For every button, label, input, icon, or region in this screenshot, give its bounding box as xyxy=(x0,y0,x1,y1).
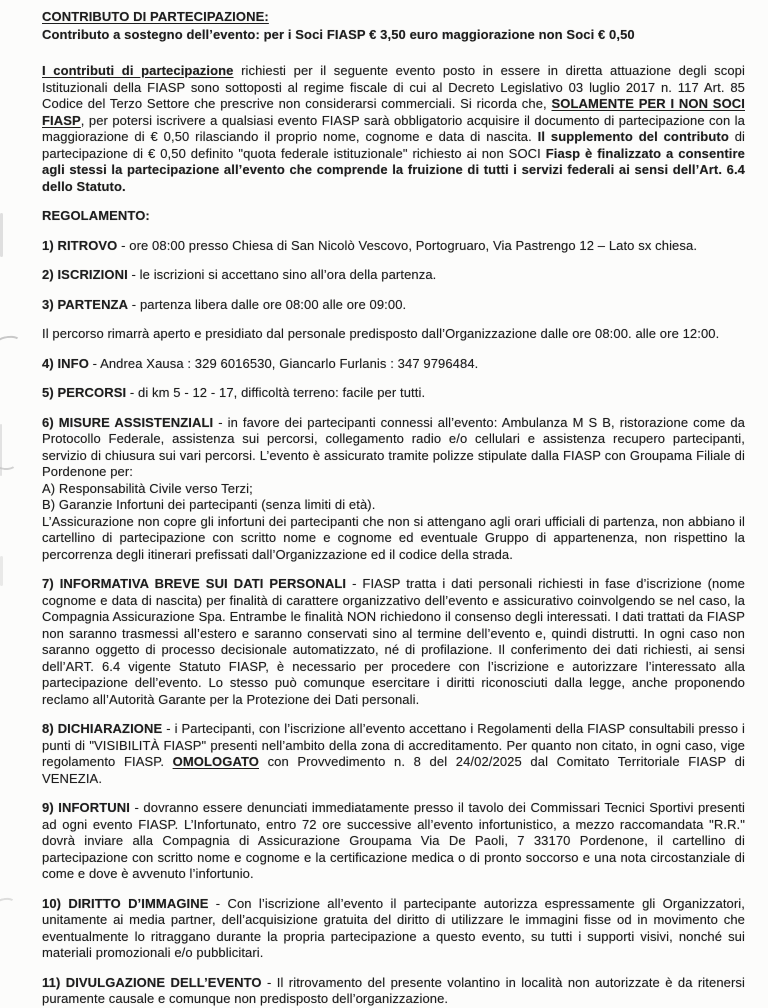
text-run: Contributo a sostegno dell’evento: per i Soci FIASP € 3,50 euro maggiorazione non Soci € 0,50 xyxy=(42,26,635,42)
rule-3-partenza xyxy=(42,297,745,314)
text-run: REGOLAMENTO: xyxy=(42,208,150,223)
text-run: - dovranno essere denunciati immediatamente presso il tavolo dei Commissari Tecnici Sportivi presenti ad ogni evento FIASP. L’Infortunato, entro 72 ore successive all’evento infortunistico, a mezzo raccomandata "R.R." dovrà inviare alla Compagnia di Assicurazione Groupama Via De Paoli, 7 33170 Pordenone, il cartellino di partecipazione con scritto nome e cognome e la certificazione medica o di pronto soccorso e una nota circostanziale di come e dove è avvenuto l’infortunio. xyxy=(42,800,745,881)
text-run: OMOLOGATO xyxy=(172,754,259,769)
text-run: di partecipazione di € 0,50 definito "quota federale istituzionale" richiesto ai non SOCI xyxy=(42,129,746,161)
scan-artifact xyxy=(0,451,19,472)
text-run: 3) PARTENZA xyxy=(42,296,129,312)
scan-artifact xyxy=(0,213,3,257)
text-run: 4) INFO xyxy=(42,355,89,371)
text-run: 8) DICHIARAZIONE xyxy=(42,721,163,736)
rule-11-divulgazione-evento xyxy=(42,975,745,1008)
text-run: Fiasp è finalizzato a consentire agli stessi la partecipazione all’evento che comprende la fruizione di tutti i servizi federali ai sensi dell’Art. 6.4 dello Statuto. xyxy=(42,145,746,194)
scan-artifact xyxy=(0,334,23,354)
heading-contributo xyxy=(42,9,745,26)
rule-2-iscrizioni xyxy=(42,267,745,284)
text-run: 10) DIRITTO D’IMMAGINE xyxy=(42,895,209,911)
rule-1-ritrovo xyxy=(42,238,745,255)
text-run: - in favore dei partecipanti connessi all’evento: Ambulanza M S B, ristorazione come da Protocollo Federale, assistenza sui percorsi, collegamento radio e/o cellulari e assistenza recupero partecipanti, servizio di chiusura sui vari percorsi. L’evento è assicurato tramite polizze stipulate dalla FIASP con Groupama Filiale di Pordenone per: A) Responsabilità Civile verso Terzi; B) Garanzie Infortuni dei partecipanti (senza limiti di età). L’Assicurazione non copre gli infortuni dei partecipanti che non si attengano agli orari ufficiali di partenza, non abbiano il cartellino di partecipazione con scritto nome e cognome ed eventuale Gruppo di appartenenza, non rispettino la percorrenza degli itinerari prefissati dall’Organizzazione ed il codice della strada. xyxy=(42,414,745,562)
text-run: - Andrea Xausa : 329 6016530, Giancarlo Furlanis : 347 9796484. xyxy=(88,355,479,371)
text-run: , per potersi iscrivere a qualsiasi evento FIASP sarà obbligatorio acquisire il documento di partecipazione con la maggiorazione di € 0,50 rilasciando il proprio nome, cognome e data di nascita. xyxy=(42,112,745,144)
text-run: - partenza libera dalle ore 08:00 alle ore 09:00. xyxy=(128,296,407,312)
text-run: Il percorso rimarrà aperto e presidiato dal personale predisposto dall’Organizzazione dalle ore 08:00. alle ore 12:00. xyxy=(42,326,720,341)
text-run: Il supplemento del contributo xyxy=(537,129,729,144)
rule-9-infortuni xyxy=(42,800,745,883)
rule-10-diritto-immagine xyxy=(42,896,745,962)
course-open-note xyxy=(42,326,745,343)
contribution-amount-line xyxy=(42,27,745,44)
text-run: - FIASP tratta i dati personali richiesti in fase d’iscrizione (nome cognome e data di nascita) per finalità di carattere organizzativo dell’evento e assicurativo coinvolgendo se nel caso, la Compagnia Assicurazione Spa. Entrambe le finalità NON richiedono il consenso degli interessati. I dati trattati da FIASP non saranno trasmessi all’estero e saranno conservati sino al termine dell’evento e, quindi distrutti. In ogni caso non saranno oggetto di processo decisionale automatizzato, né di profilazione. Il conferimento dei dati richiesti, ai sensi dell’ART. 6.4 vigente Statuto FIASP, è necessario per procedere con l’iscrizione e autorizzare l’interessato alla partecipazione dell’evento. Lo stesso può comunque esercitare i diritti riconosciuti dalla legge, anche proponendo reclamo all’Autorità Garante per la Protezione dei Dati personali. xyxy=(42,576,745,707)
scan-artifact xyxy=(0,896,18,916)
text-run: - ore 08:00 presso Chiesa di San Nicolò Vescovo, Portogruaro, Via Pastrengo 12 – Lato sx chiesa. xyxy=(117,237,698,253)
rule-5-percorsi xyxy=(42,385,745,402)
document-body xyxy=(42,9,745,1008)
text-run: 5) PERCORSI xyxy=(42,385,127,400)
text-run: - Il ritrovamento del presente volantino in località non autorizzate è da ritenersi puramente causale e comunque non predisposto dell’organizzazione. xyxy=(42,974,746,1006)
intro-paragraph xyxy=(42,63,745,195)
text-run: I contributi di partecipazione xyxy=(42,63,234,78)
text-run: 6) MISURE ASSISTENZIALI xyxy=(42,414,214,430)
text-run: 9) INFORTUNI xyxy=(42,800,130,815)
text-run: con Provvedimento n. 8 del 24/02/2025 dal Comitato Territoriale FIASP di VENEZIA. xyxy=(42,754,745,786)
rule-6-misure-assistenziali xyxy=(42,415,745,564)
text-run: - di km 5 - 12 - 17, difficoltà terreno: facile per tutti. xyxy=(126,385,426,400)
rule-4-info xyxy=(42,356,745,373)
scan-artifact xyxy=(0,556,3,586)
rule-7-informativa-dati-personali xyxy=(42,576,745,708)
text-run: 7) INFORMATIVA BREVE SUI DATI PERSONALI xyxy=(42,576,347,591)
text-run: 11) DIVULGAZIONE DELL’EVENTO xyxy=(42,974,262,990)
text-run: - i Partecipanti, con l’iscrizione all’evento accettano i Regolamenti della FIASP consultabili presso i punti di "VISIBILITÀ FIASP" presenti nell’ambito della zona di accreditamento. Per quanto non citato, in ogni caso, vige regolamento FIASP. xyxy=(42,721,745,769)
text-run: 2) ISCRIZIONI xyxy=(42,267,128,282)
heading-regolamento xyxy=(42,208,745,225)
text-run: - Con l’iscrizione all’evento il partecipante autorizza espressamente gli Organizzatori, unitamente ai media partner, dell’acquisizione gratuita del diritto di utilizzare le immagini fisse od in movimento che eventualmente lo ritraggano durante la propria partecipazione a questo evento, su tutti i supporti visivi, nonché sui materiali promozionali e/o pubblicitari. xyxy=(42,895,745,960)
text-run: richiesti per il seguente evento posto in essere in diretta attuazione degli scopi Istituzionali della FIASP sono sottoposti al regime fiscale di cui al Decreto Legislativo 03 luglio 2017 n. 117 Art. 85 Codice del Terzo Settore che prescrive non considerarsi commerciali. Si ricorda che, xyxy=(42,63,745,111)
text-run: 1) RITROVO xyxy=(42,237,118,253)
scan-artifact xyxy=(0,424,2,476)
rule-8-dichiarazione xyxy=(42,721,745,787)
text-run: SOLAMENTE PER I NON SOCI FIASP xyxy=(42,96,745,128)
text-run: CONTRIBUTO DI PARTECIPAZIONE: xyxy=(42,9,269,24)
text-run: - le iscrizioni si accettano sino all’ora della partenza. xyxy=(127,267,437,282)
